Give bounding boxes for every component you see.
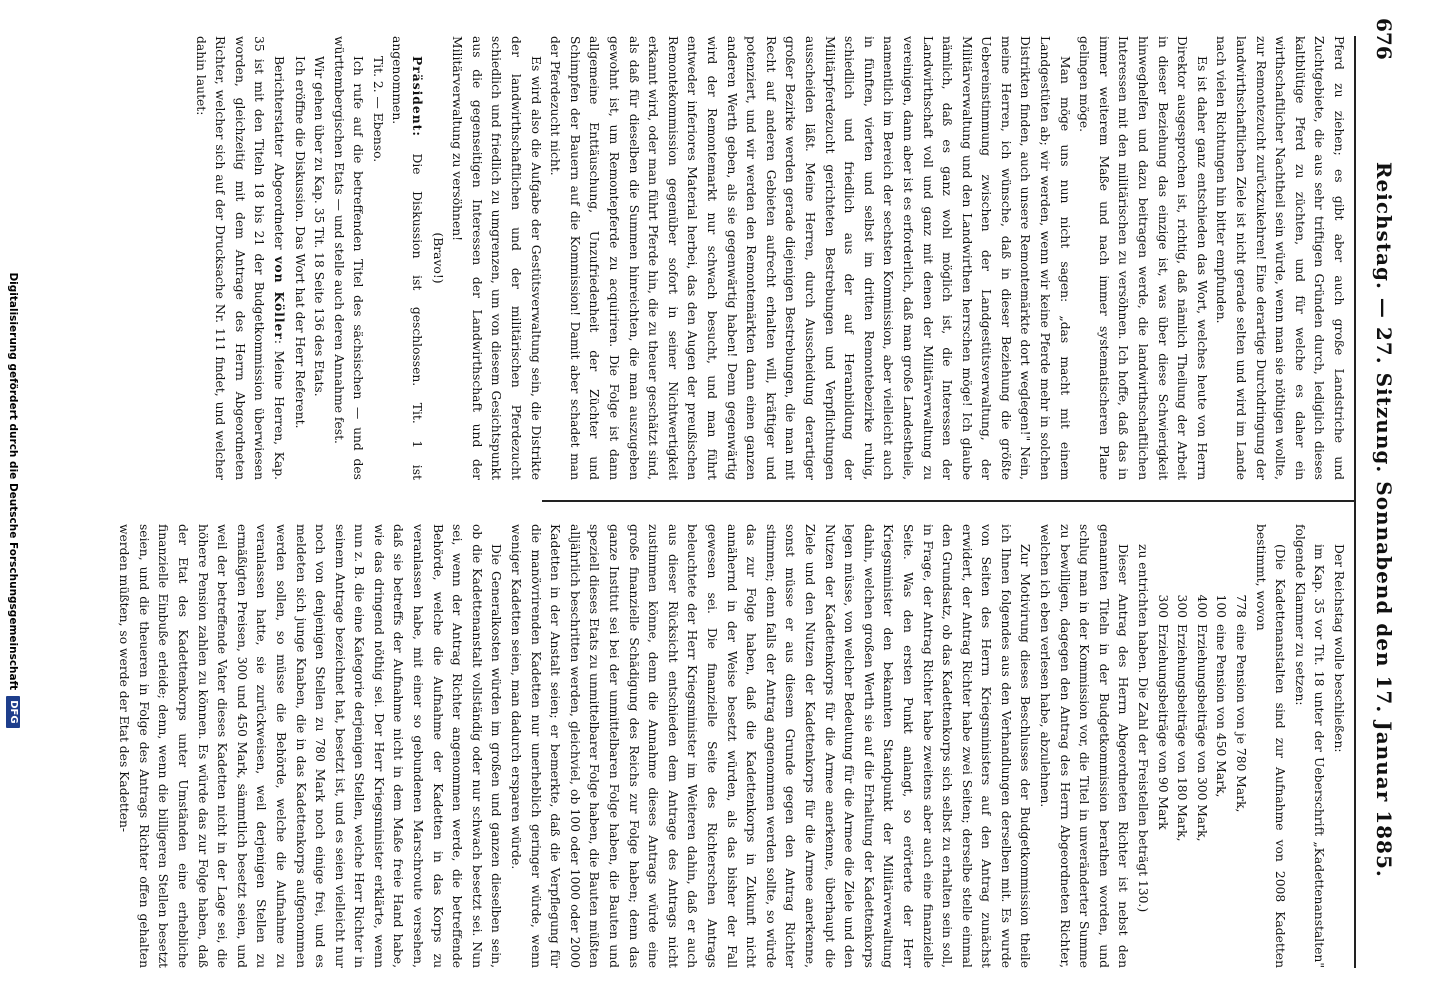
rapporteur-lead: Berichterstatter Abgeordneter xyxy=(271,56,286,257)
speech-text: Die Diskussion ist geschlossen. Tit. 1 ist angenommen. xyxy=(390,36,425,480)
cadet-count: 778 xyxy=(1234,594,1249,618)
speech-text: : Meine Herren, Kap. 35 ist mit den Titeln 18 bis 21 der Budgetkommission überwiesen worden, gleichzeitig mit dem Antrage des Herrn Abgeordneten Richter, welcher sich auf der Drucksache Nr. 111 findet, und welcher dahin lautet: xyxy=(193,36,286,480)
speaker-name: Präsident: xyxy=(410,56,426,137)
left-column xyxy=(193,36,1348,480)
paragraph: Tit. 2. — Ebenso. xyxy=(370,56,385,163)
paragraph: Dieser Antrag des Herrn Abgeordneten Richter ist nebst den genannten Titeln in der Budgetkommission berathen worden, und schlug man in der Kommission vor, die Titel in unveränderter Summe zu bewilligen, dagegen den Antrag des Herrn Abgeordneten Richter, welchen ich eben verlesen habe, abzulehnen. xyxy=(1038,524,1131,968)
page-header xyxy=(1364,18,1404,980)
header-rule xyxy=(1354,36,1356,968)
rapporteur-statement xyxy=(190,36,289,480)
list-item xyxy=(1230,584,1250,968)
paragraph: Pferd zu ziehen; es gibt aber auch große Landstriche und Zuchtgebiete, die aus sehr triftigen Gründen durch, lediglich dieses kaltblütige Pferd zu züchten, und für welche es daher ein wirthschaftlicher Nachtheil sein würde, wenn man sie nöthigen wollte, zur Remontezucht zurückzukehren! Eine derartige Durchdringung der landwirthschaftlichen Ziele ist nicht gerade selten und wird im Lande nach vielen Richtungen hin bitter empfunden. xyxy=(1214,36,1346,480)
speaker-name: von Köller xyxy=(271,256,287,340)
list-item xyxy=(1211,584,1231,968)
president-statement xyxy=(387,36,427,480)
column-divider xyxy=(542,500,1354,502)
paragraph: Es ist daher ganz entschieden das Wort, welches heute von Herrn Direktor ausgesprochen ist, richtig, daß nämlich Theilung der Arbeit in dieser Beziehung das einzige ist, was über diese Schwierigkeit hinweghelfen und dazu beitragen werde, die landwirthschaftlichen Interessen mit den militärischen zu versöhnen. Ich hoffe, daß das in immer weiterem Maße und nach immer systematischeren Plane gelingen möge. xyxy=(1077,36,1209,480)
running-title: Reichstag. — 27. Sitzung. Sonnabend den 17. Januar 1885. xyxy=(1372,161,1396,878)
resolution-quote: (Die Kadettenanstalten sind zur Aufnahme von 2008 Kadetten bestimmt, wovon xyxy=(1253,524,1288,968)
list-item xyxy=(1172,584,1192,968)
list-item xyxy=(1191,584,1211,968)
dfg-logo: DFG xyxy=(6,696,20,727)
right-column xyxy=(117,524,1348,968)
pension-text: eine Pension von je 780 Mark, xyxy=(1234,624,1249,813)
cadet-pension-list xyxy=(1152,584,1250,968)
paragraph: Es wird also die Aufgabe der Gestütsverwaltung sein, die Distrikte der landwirthschaftlichen und der militärischen Pferdezucht schiedlich und friedlich zu umgrenzen, um von diesem Gesichtspunkt aus die gegenseitigen Interessen der Landwirthschaft und der Militärverwaltung zu versöhnen! xyxy=(450,36,543,480)
resolution-intro: Der Reichstag wolle beschließen: xyxy=(1332,544,1346,753)
paragraph: Zur Motivirung dieses Beschlusses der Budgetkommission theile ich Ihnen folgendes aus den Verhandlungen derselben mit. Es wurde von Seiten des Herrn Kriegsministers auf den Antrag zunächst erwidert, der Antrag Richter habe zwei Seiten; derselbe stelle einmal den Grundsatz, ob das Kadettenkorps sich selbst zu erhalten sein soll, in Frage, der Antrag Richter habe zweitens aber auch eine finanzielle Seite. Was den ersten Punkt anlangt, so erörterte der Herr Kriegsminister den bekannten Standpunkt der Militärverwaltung dahin, welchen großen Werth sie auf die Erhaltung der Kadettenkorps legen müsse, von welcher Bedeutung für die Armee die Ziele und den Nutzen der Kadettenkorps für die Armee anerkenne, überhaupt die Ziele und den Nutzen der Kadettenkorps für die Armee anerkenne, sonst müsse er aus diesem Grunde gegen den Antrag Richter stimmen; denn falls der Antrag angenommen werden sollte, so würde das zur Folge haben, daß die Kadettenkorps in Zukunft nicht annähernd in der Weise besetzt würden, als das bisher der Fall gewesen sei. Die finanzielle Seite des Richterschen Antrags beleuchtete der Herr Kriegsminister im Weiteren dahin, daß er auch aus dieser Rücksicht entschieden dem Antrage des Antrags nicht zustimmen könne, denn die Annahme dieses Antrags würde eine große finanzielle Schädigung des Reichs zur Folge haben; denn das ganze Institut sei bei der unmittelbaren Folge haben, die Bauten und speziell dieses Etats zu unmittelbarer Folge haben, die Bauten müßten alljährlich beschritten werden, gleichviel, ob 100 oder 1000 oder 2000 Kadetten in der Anstalt seien; er bemerkte, daß die Verpflegung für die manövrirenden Kadetten nur unerheblich geringer würde, wenn weniger Kadetten seien, man dadurch ersparen würde. xyxy=(509,524,1033,968)
pension-text: eine Pension von 450 Mark, xyxy=(1214,624,1229,798)
cadet-count: 100 xyxy=(1214,594,1229,618)
pension-text: Erziehungsbeiträge von 180 Mark, xyxy=(1175,624,1190,842)
resolution-text: im Kap. 35 vor Tit. 18 unter der Ueberschrift „Kadettenanstalten" folgende Klammer zu setzen: xyxy=(1292,524,1327,968)
page-number: 676 xyxy=(1372,18,1396,60)
paragraph: Ich rufe auf die betreffenden Titel des sächsischen — und des württembergischen Etats — und stelle auch deren Annahme fest. xyxy=(331,36,366,480)
paragraph: Die Generalkosten würden im großen und ganzen dieselben sein, ob die Kadettenanstalt vollständig oder nur schwach besetzt sei. Nun sei, wenn der Antrag Richter angenommen werde, die betreffende Behörde, welche die Aufnahme der Kadetten in das Korps zu veranlassen habe, mit einer so gebundenen Marschroute versehen, daß sie betreffs der Aufnahme nicht in dem Maße freie Hand habe, wie das dringend nöthig sei. Der Herr Kriegsminister erklärte, wenn nun z. B. die eine Kategorie derjenigen Stellen, welche Herr Richter in seinem Antrage bezeichnet hat, besetzt ist, und es seien vielleicht nur noch von denjenigen Stellen zu 780 Mark noch einige frei, und es meldeten sich junge Knaben, die in das Kadettenkorps aufgenommen werden sollen, so müsse die Behörde, welche die Aufnahme zu veranlassen hatte, sie zurückweisen, weil derjenigen Stellen zu ermäßigten Preisen, 300 und 450 Mark, sämmtlich besetzt seien, und weil der betreffende Vater dieses Kadetten nicht in der Lage sei, die höhere Pension zahlen zu können. Es würde das zur Folge haben, daß der Etat des Kadettenkorps unter Umständen eine erhebliche finanzielle Einbuße erleide; denn, wenn die billigeren Stellen besetzt seien, und die theueren in Folge des Antrags Richter offen gehalten werden müßten, so werde der Etat des Kadetten- xyxy=(117,524,504,968)
resolution-close: zu entrichten haben. Die Zahl der Freistellen beträgt 130.) xyxy=(1136,544,1151,913)
paragraph: Man möge uns nun nicht sagen: „das macht mit einem Landgestüten ab; wir werden, wenn wir keine Pferde mehr in solchen Distrikten finden, auch unsere Remontemärkte dort weglegen!" Nein, meine Herren, ich wünsche, daß in dieser Beziehung die größte Uebereinstimmung zwischen der Landgestütsverwaltung, der Militärverwaltung und den Landwirthen herrschen möge! Ich glaube nämlich, daß es ganz wohl möglich ist, die Interessen der Landwirthschaft voll und ganz mit denen der Militärverwaltung zu vereinigen, dann aber ist es erforderlich, daß man große Landestheile, namentlich im Bereich der sechsten Kommission, aber vielleicht auch in fünften, vierten und selbst im dritten Remontebezirke ruhig, schiedlich und friedlich aus der auf Heranbildung der Militärpferdezucht gerichteten Bestrebungen und Verpflichtungen ausscheiden läßt. Meine Herren, durch Ausscheidung derartiger großer Bezirke werden gerade diejenigen Bestrebungen, die man mit Recht auf anderen Gebieten aufrecht erhalten will, kräftiger und potenziert, und wir werden den Remontemärkten dann einen ganzen anderen Werth geben, als sie gegenwärtig haben! Denn gegenwärtig wird der Remontemarkt nur schwach besucht, und man führt entweder inferiores Material herbei, das den Augen der preußischen Remontekommission gegenüber sofort in seiner Nichtwertigkeit erkannt wird, oder man führt Pferde hin, die zu theuer geschätzt sind, als daß für dieselben die Summen hinreichten, die man auszugeben gewohnt ist, um Remontepferde zu acquiriren. Die Folge ist dann allgemeine Enttäuschung, Unzufriedenheit der Züchter und Schimpfen der Bauern auf die Kommission! Damit aber schadet man der Pferdezucht nicht. xyxy=(548,36,1072,480)
paragraph: Wir gehen über zu Kap. 35 Tit. 18 Seite 136 des Etats. xyxy=(312,56,327,397)
pension-text: Erziehungsbeiträge von 90 Mark xyxy=(1155,624,1170,830)
cadet-count: 300 xyxy=(1175,594,1190,618)
cadet-count: 300 xyxy=(1155,594,1170,618)
credit-text: Digitalisierung gefördert durch die Deutsche Forschungsgemeinschaft xyxy=(7,272,19,691)
applause-note: (Bravo!) xyxy=(430,232,445,284)
pension-text: Erziehungsbeiträge von 300 Mark, xyxy=(1194,624,1209,842)
cadet-count: 400 xyxy=(1194,594,1209,618)
paragraph: Ich eröffne die Diskussion. Das Wort hat der Herr Referent. xyxy=(292,56,307,429)
digitization-credit xyxy=(4,0,22,1000)
list-item xyxy=(1152,584,1172,968)
